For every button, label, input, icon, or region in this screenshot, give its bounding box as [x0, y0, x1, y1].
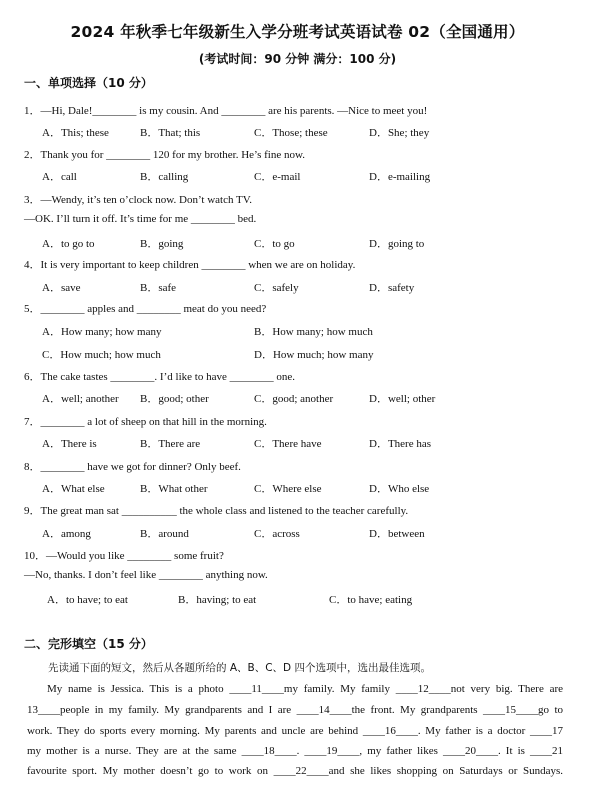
answer-option: A．What else	[42, 483, 105, 495]
answer-option: A．call	[42, 171, 77, 183]
answer-option: D．She; they	[369, 127, 430, 139]
answer-option: B．How many; how much	[254, 326, 373, 338]
section-heading-multiple-choice: 一、单项选择（10 分）	[24, 76, 153, 90]
answer-option: C．good; another	[254, 393, 334, 405]
question-stem: 8．________ have we got for dinner? Only beef.	[24, 461, 241, 473]
answer-option: D．e-mailing	[369, 171, 431, 183]
answer-option: B．There are	[140, 438, 201, 450]
question-stem: 1．—Hi, Dale!________ is my cousin. And ________ are his parents. —Nice to meet you!	[24, 105, 428, 117]
cloze-paragraph-line: 13____people in my family. My grandparents and I are ____14____the front. My grandparents ____15____go to	[27, 704, 563, 716]
cloze-paragraph-line: my mother is a nurse. They are at the same ____18____. ____19____, my father likes ____20____. It is ____21	[27, 745, 563, 757]
exam-title: 2024 年秋季七年级新生入学分班考试英语试卷 02（全国通用）	[70, 23, 525, 41]
answer-option: A．save	[42, 282, 81, 294]
cloze-paragraph-line: My name is Jessica. This is a photo ____11____my family. My family ____12____not very big. There are	[47, 683, 563, 695]
cloze-paragraph-line: work. They do sports every morning. My parents and uncle are behind ____16____. My father is a doctor ____17	[27, 725, 563, 737]
answer-option: D．going to	[369, 238, 425, 250]
answer-option: D．There has	[369, 438, 432, 450]
answer-option: C．to have; eating	[329, 594, 413, 606]
question-stem: 3．—Wendy, it’s ten o’clock now. Don’t watch TV.	[24, 194, 253, 206]
question-stem: 6．The cake tastes ________. I’d like to have ________ one.	[24, 371, 295, 383]
answer-option: B．safe	[140, 282, 177, 294]
answer-option: B．good; other	[140, 393, 209, 405]
question-stem: —No, thanks. I don’t feel like ________ anything now.	[24, 569, 268, 581]
answer-option: A．This; these	[42, 127, 109, 139]
question-stem: 10．—Would you like ________ some fruit?	[24, 550, 224, 562]
answer-option: D．How much; how many	[254, 349, 374, 361]
answer-option: B．having; to eat	[178, 594, 257, 606]
answer-option: C．safely	[254, 282, 299, 294]
exam-subtitle: (考试时间：90 分钟 满分：100 分)	[198, 52, 397, 66]
cloze-paragraph-line: favourite sport. My mother doesn’t go to work on ____22____and she likes shopping on Saturdays or Sundays.	[27, 765, 563, 777]
answer-option: B．That; this	[140, 127, 201, 139]
answer-option: A．to go to	[42, 238, 95, 250]
question-stem: —OK. I’ll turn it off. It’s time for me ________ bed.	[24, 213, 257, 225]
answer-option: C．e-mail	[254, 171, 301, 183]
answer-option: C．Those; these	[254, 127, 328, 139]
answer-option: A．There is	[42, 438, 97, 450]
answer-option: D．Who else	[369, 483, 430, 495]
answer-option: B．calling	[140, 171, 189, 183]
answer-option: C．across	[254, 528, 300, 540]
answer-option: C．There have	[254, 438, 322, 450]
answer-option: B．going	[140, 238, 184, 250]
answer-option: D．between	[369, 528, 425, 540]
answer-option: D．safety	[369, 282, 415, 294]
question-stem: 5．________ apples and ________ meat do you need?	[24, 303, 267, 315]
answer-option: A．How many; how many	[42, 326, 162, 338]
answer-option: C．Where else	[254, 483, 322, 495]
question-stem: 4．It is very important to keep children ________ when we are on holiday.	[24, 259, 356, 271]
answer-option: C．to go	[254, 238, 295, 250]
answer-option: C．How much; how much	[42, 349, 161, 361]
question-stem: 7．________ a lot of sheep on that hill in the morning.	[24, 416, 267, 428]
cloze-instruction: 先读通下面的短文，然后从各题所给的 A、B、C、D 四个选项中，选出最佳选项。	[48, 662, 431, 674]
answer-option: B．around	[140, 528, 189, 540]
answer-option: A．among	[42, 528, 91, 540]
section-heading-cloze: 二、完形填空（15 分）	[24, 637, 153, 651]
answer-option: A．well; another	[42, 393, 119, 405]
answer-option: A．to have; to eat	[47, 594, 128, 606]
question-stem: 9．The great man sat __________ the whole class and listened to the teacher carefully.	[24, 505, 409, 517]
answer-option: B．What other	[140, 483, 208, 495]
answer-option: D．well; other	[369, 393, 436, 405]
question-stem: 2．Thank you for ________ 120 for my brother. He’s fine now.	[24, 149, 305, 161]
